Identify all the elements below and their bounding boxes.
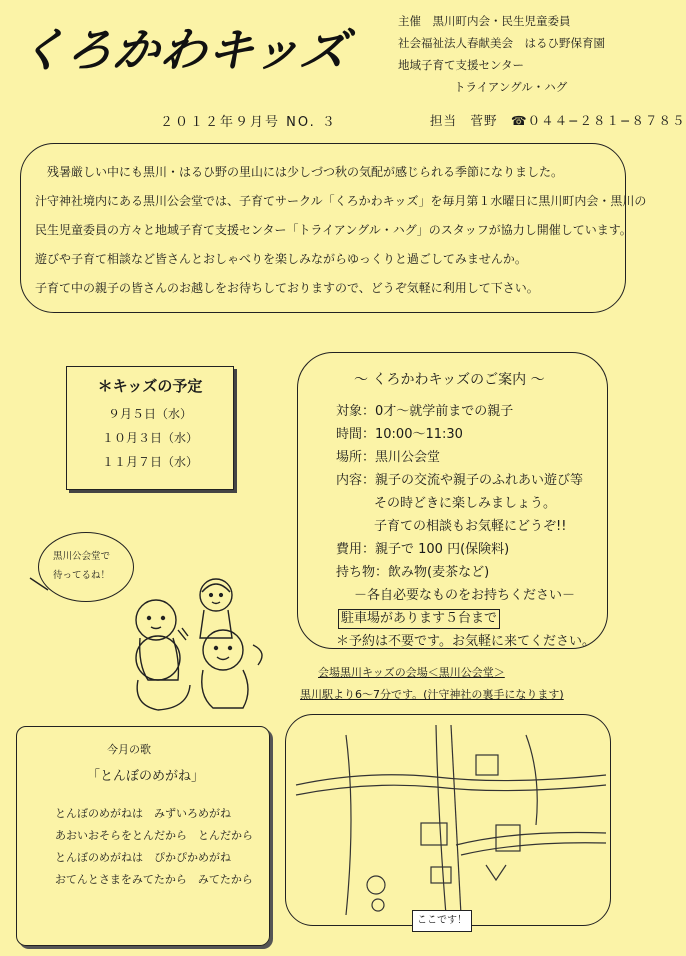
song-scroll <box>16 726 270 946</box>
guide-row: 場所：黒川公会堂 <box>336 450 441 465</box>
song-title: 「とんぼのめがね」 <box>87 769 205 784</box>
here-marker: ここです！ <box>412 910 472 932</box>
guide-row: 持ち物：飲み物(麦茶など) <box>336 565 490 580</box>
access-map <box>285 714 611 926</box>
parking-note: 駐車場があります５台まで <box>338 609 500 629</box>
guide-row: 内容：親子の交流や親子のふれあい遊び等 <box>336 473 584 488</box>
guide-row: 費用：親子で 100 円(保険料) <box>336 542 510 557</box>
lyric-line: おてんとさまをみてたから みてたから <box>55 873 253 886</box>
schedule-date: ９月５日（水） <box>107 407 192 421</box>
intro-line: 残暑厳しい中にも黒川・はるひ野の里山には少しづつ秋の気配が感じられる季節になりました。 <box>47 165 564 179</box>
song-lyrics <box>55 803 253 891</box>
guide-title: ～ くろかわキッズのご案内 ～ <box>354 372 545 388</box>
bubble-line: 黒川公会堂で <box>53 551 111 562</box>
lyric-line: あおいおそらをとんだから とんだから <box>55 829 253 842</box>
guide-row: 子育ての相談もお気軽にどうぞ!! <box>374 519 567 534</box>
intro-box <box>20 143 647 313</box>
schedule-title: ＊キッズの予定 <box>97 377 203 395</box>
guide-row <box>336 607 607 630</box>
intro-line: 民生児童委員の方々と地域子育て支援センター「トライアングル・ハグ」のスタッフが協力し開催しています。 <box>35 223 632 237</box>
bubble-line: 待ってるね！ <box>53 570 111 581</box>
venue-heading: 会場黒川キッズの会場＜黒川公会堂＞ <box>318 666 505 679</box>
guide-row: 対象：0才～就学前までの親子 <box>336 404 514 419</box>
guide-row: 時間：10:00～11:30 <box>336 427 463 442</box>
organizer-line: 地域子育て支援センター <box>398 58 525 72</box>
schedule-date: １０月３日（水） <box>101 431 198 445</box>
schedule-date: １１月７日（水） <box>101 455 198 469</box>
contact-info: 担当 菅野 ☎０４４−２８１−８７８５ <box>430 113 686 128</box>
organizers <box>398 10 605 98</box>
newsletter-title: くろかわキッズ <box>15 23 352 77</box>
map-drawing <box>286 715 610 925</box>
venue-directions: 黒川駅より6～7分です。(汁守神社の裏手になります) <box>300 688 564 701</box>
organizer-line: トライアングル・ハグ <box>454 80 568 94</box>
lyric-line: とんぼのめがねは みずいろめがね <box>55 807 231 820</box>
guide-box <box>297 352 608 649</box>
organizer-line: 主催 黒川町内会・民生児童委員 <box>398 14 571 28</box>
intro-line: 子育て中の親子の皆さんのお越しをお待ちしておりますので、どうぞ気軽に利用して下さい。 <box>35 281 539 295</box>
kids-illustration <box>118 570 293 720</box>
intro-line: 遊びや子育て相談など皆さんとおしゃべりを楽しみながらゆっくりと過ごしてみませんか。 <box>35 252 527 266</box>
intro-line: 汁守神社境内にある黒川公会堂では、子育てサークル「くろかわキッズ」を毎月第１水曜日に黒川町内会・黒川の <box>35 194 647 208</box>
schedule-box <box>66 366 234 490</box>
guide-row: －各自必要なものをお持ちください－ <box>354 588 576 603</box>
guide-row: ＊予約は不要です。お気軽に来てください。 <box>336 634 595 649</box>
guide-row: その時どきに楽しみましょう。 <box>374 496 557 511</box>
lyric-line: とんぼのめがねは ぴかぴかめがね <box>55 851 231 864</box>
song-label: 今月の歌 <box>107 743 151 756</box>
issue-number: ２０１２年９月号 NO. ３ <box>160 115 337 130</box>
organizer-line: 社会福祉法人春献美会 はるひ野保育園 <box>398 36 605 50</box>
